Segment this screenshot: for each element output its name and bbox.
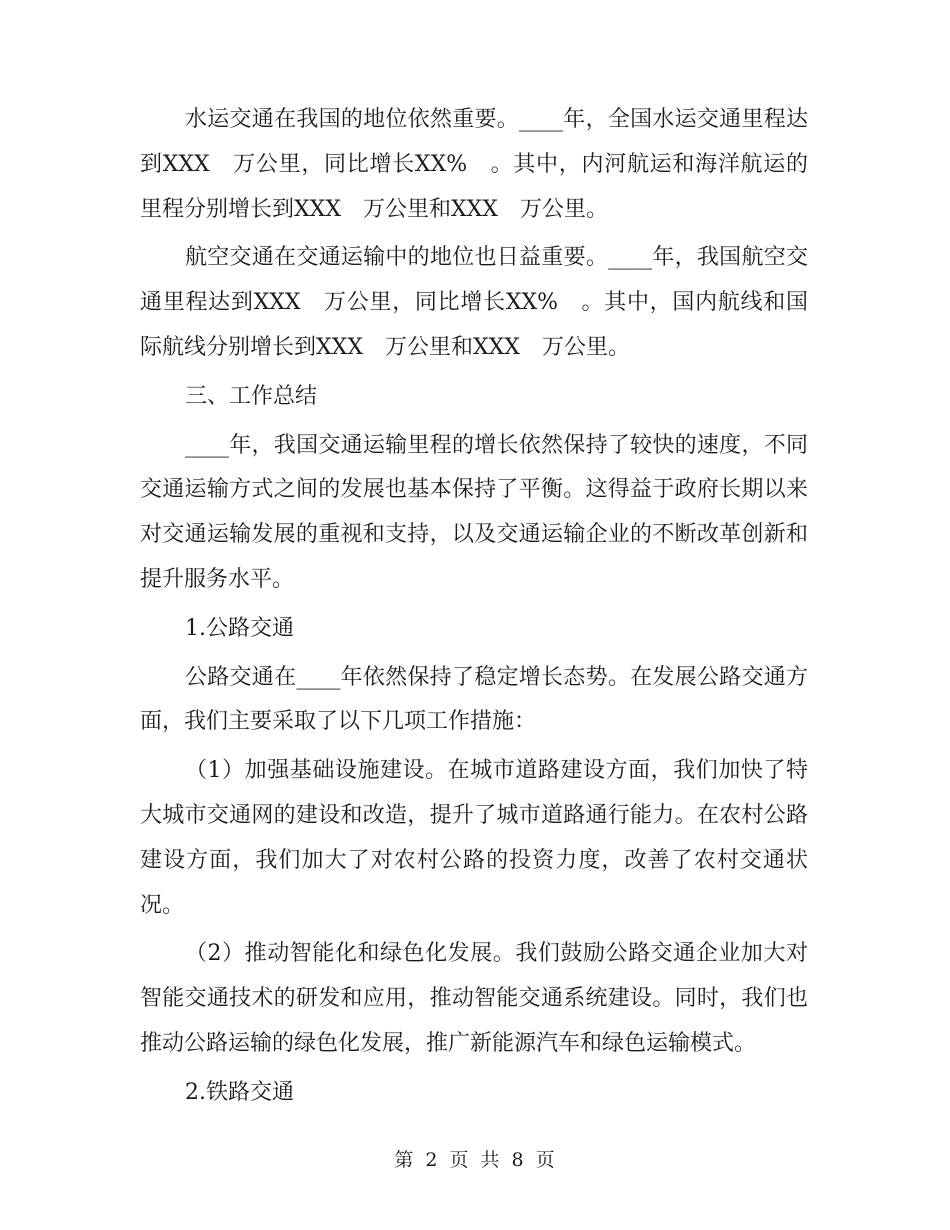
page-footer: 第 2 页 共 8 页 [394, 1149, 556, 1171]
subheading-railway: 2.铁路交通 [185, 1079, 294, 1105]
paragraph-summary: ____年，我国交通运输里程的增长依然保持了较快的速度，不同交通运输方式之间的发展也基本保持了平衡。这得益于政府长期以来对交通运输发展的重视和支持，以及交通运输企业的不断改革创新和提升服务水平。 [140, 432, 808, 592]
paragraph-air-transport: 航空交通在交通运输中的地位也日益重要。____年，我国航空交通里程达到XXX 万公里，同比增长XX% 。其中，国内航线和国际航线分别增长到XXX 万公里和XXX 万公里。 [140, 245, 808, 360]
list-item-infrastructure: （1）加强基础设施建设。在城市道路建设方面，我们加快了特大城市交通网的建设和改造，提升了城市道路通行能力。在农村公路建设方面，我们加大了对农村公路的投资力度，改善了农村交通状况。 [140, 758, 808, 918]
paragraph-water-transport: 水运交通在我国的地位依然重要。____年，全国水运交通里程达到XXX 万公里，同比增长XX% 。其中，内河航运和海洋航运的里程分别增长到XXX 万公里和XXX 万公里。 [140, 107, 808, 222]
subheading-highway: 1.公路交通 [185, 615, 294, 641]
section-heading-work-summary: 三、工作总结 [185, 383, 318, 409]
document-body [140, 98, 808, 1120]
list-item-smart-green: （2）推动智能化和绿色化发展。我们鼓励公路交通企业加大对智能交通技术的研发和应用，推动智能交通系统建设。同时，我们也推动公路运输的绿色化发展，推广新能源汽车和绿色运输模式。 [140, 941, 808, 1056]
paragraph-highway-intro: 公路交通在____年依然保持了稳定增长态势。在发展公路交通方面，我们主要采取了以下几项工作措施： [140, 664, 808, 735]
